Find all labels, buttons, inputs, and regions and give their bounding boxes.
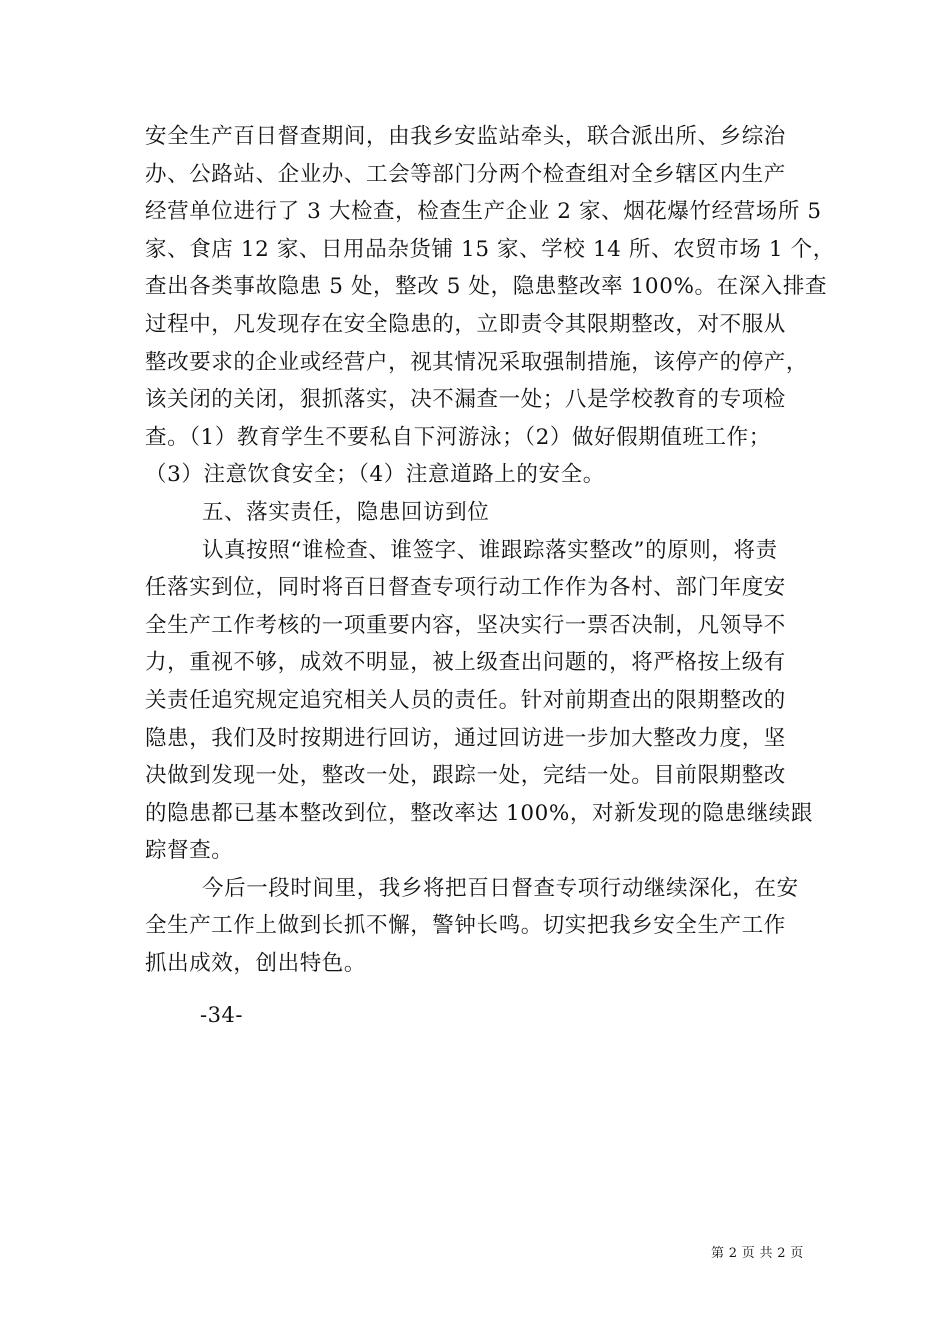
paragraph-responsibility	[145, 532, 815, 870]
text-line: 查。（1）教育学生不要私自下河游泳；（2）做好假期值班工作；	[145, 424, 771, 450]
text-line: 查出各类事故隐患 5 处，整改 5 处，隐患整改率 100%。在深入排查	[145, 274, 828, 300]
text-line: 抓出成效，创出特色。	[145, 951, 367, 977]
text-line: 整改要求的企业或经营户，视其情况采取强制措施，该停产的停产，	[145, 349, 809, 375]
text-line: 踪督查。	[145, 838, 234, 864]
text-line: 过程中，凡发现存在安全隐患的，立即责令其限期整改，对不服从	[145, 311, 786, 337]
text-line: 关责任追究规定追究相关人员的责任。针对前期查出的限期整改的	[145, 687, 786, 713]
text-line: 办、公路站、企业办、工会等部门分两个检查组对全乡辖区内生产	[145, 161, 786, 187]
paragraph-future-plan	[145, 870, 815, 983]
text-line: 全生产工作考核的一项重要内容，坚决实行一票否决制，凡领导不	[145, 612, 786, 638]
text-line: 家、食店 12 家、日用品杂货铺 15 家、学校 14 所、农贸市场 1 个，	[145, 236, 835, 262]
text-line: 全生产工作上做到长抓不懈，警钟长鸣。切实把我乡安全生产工作	[145, 913, 786, 939]
page-footer: 第 2 页 共 2 页	[711, 1246, 804, 1261]
text-line: 力，重视不够，成效不明显，被上级查出问题的，将严格按上级有	[145, 650, 786, 676]
page-number: -34-	[200, 1003, 243, 1027]
text-line: 该关闭的关闭，狠抓落实，决不漏查一处；八是学校教育的专项检	[145, 387, 786, 413]
text-line: 经营单位进行了 3 大检查，检查生产企业 2 家、烟花爆竹经营场所 5	[145, 199, 822, 225]
text-line: 隐患，我们及时按期进行回访，通过回访进一步加大整改力度，坚	[145, 725, 786, 751]
paragraph-inspection-summary	[145, 118, 835, 494]
section-heading	[145, 494, 815, 532]
text-line: 安全生产百日督查期间，由我乡安监站牵头，联合派出所、乡综治	[145, 124, 786, 149]
text-line: 决做到发现一处，整改一处，跟踪一处，完结一处。目前限期整改	[145, 763, 786, 789]
text-line: （3）注意饮食安全；（4）注意道路上的安全。	[145, 462, 605, 488]
text-line: 的隐患都已基本整改到位，整改率达 100%，对新发现的隐患继续跟	[145, 800, 814, 826]
text-line: 任落实到位，同时将百日督查专项行动工作作为各村、部门年度安	[145, 575, 786, 601]
text-line: 今后一段时间里，我乡将把百日督查专项行动继续深化，在安	[202, 875, 799, 901]
document-body	[145, 118, 835, 983]
text-line: 认真按照“谁检查、谁签字、谁跟踪落实整改”的原则，将责	[202, 537, 778, 563]
section-heading-text: 五、落实责任，隐患回访到位	[202, 499, 490, 525]
